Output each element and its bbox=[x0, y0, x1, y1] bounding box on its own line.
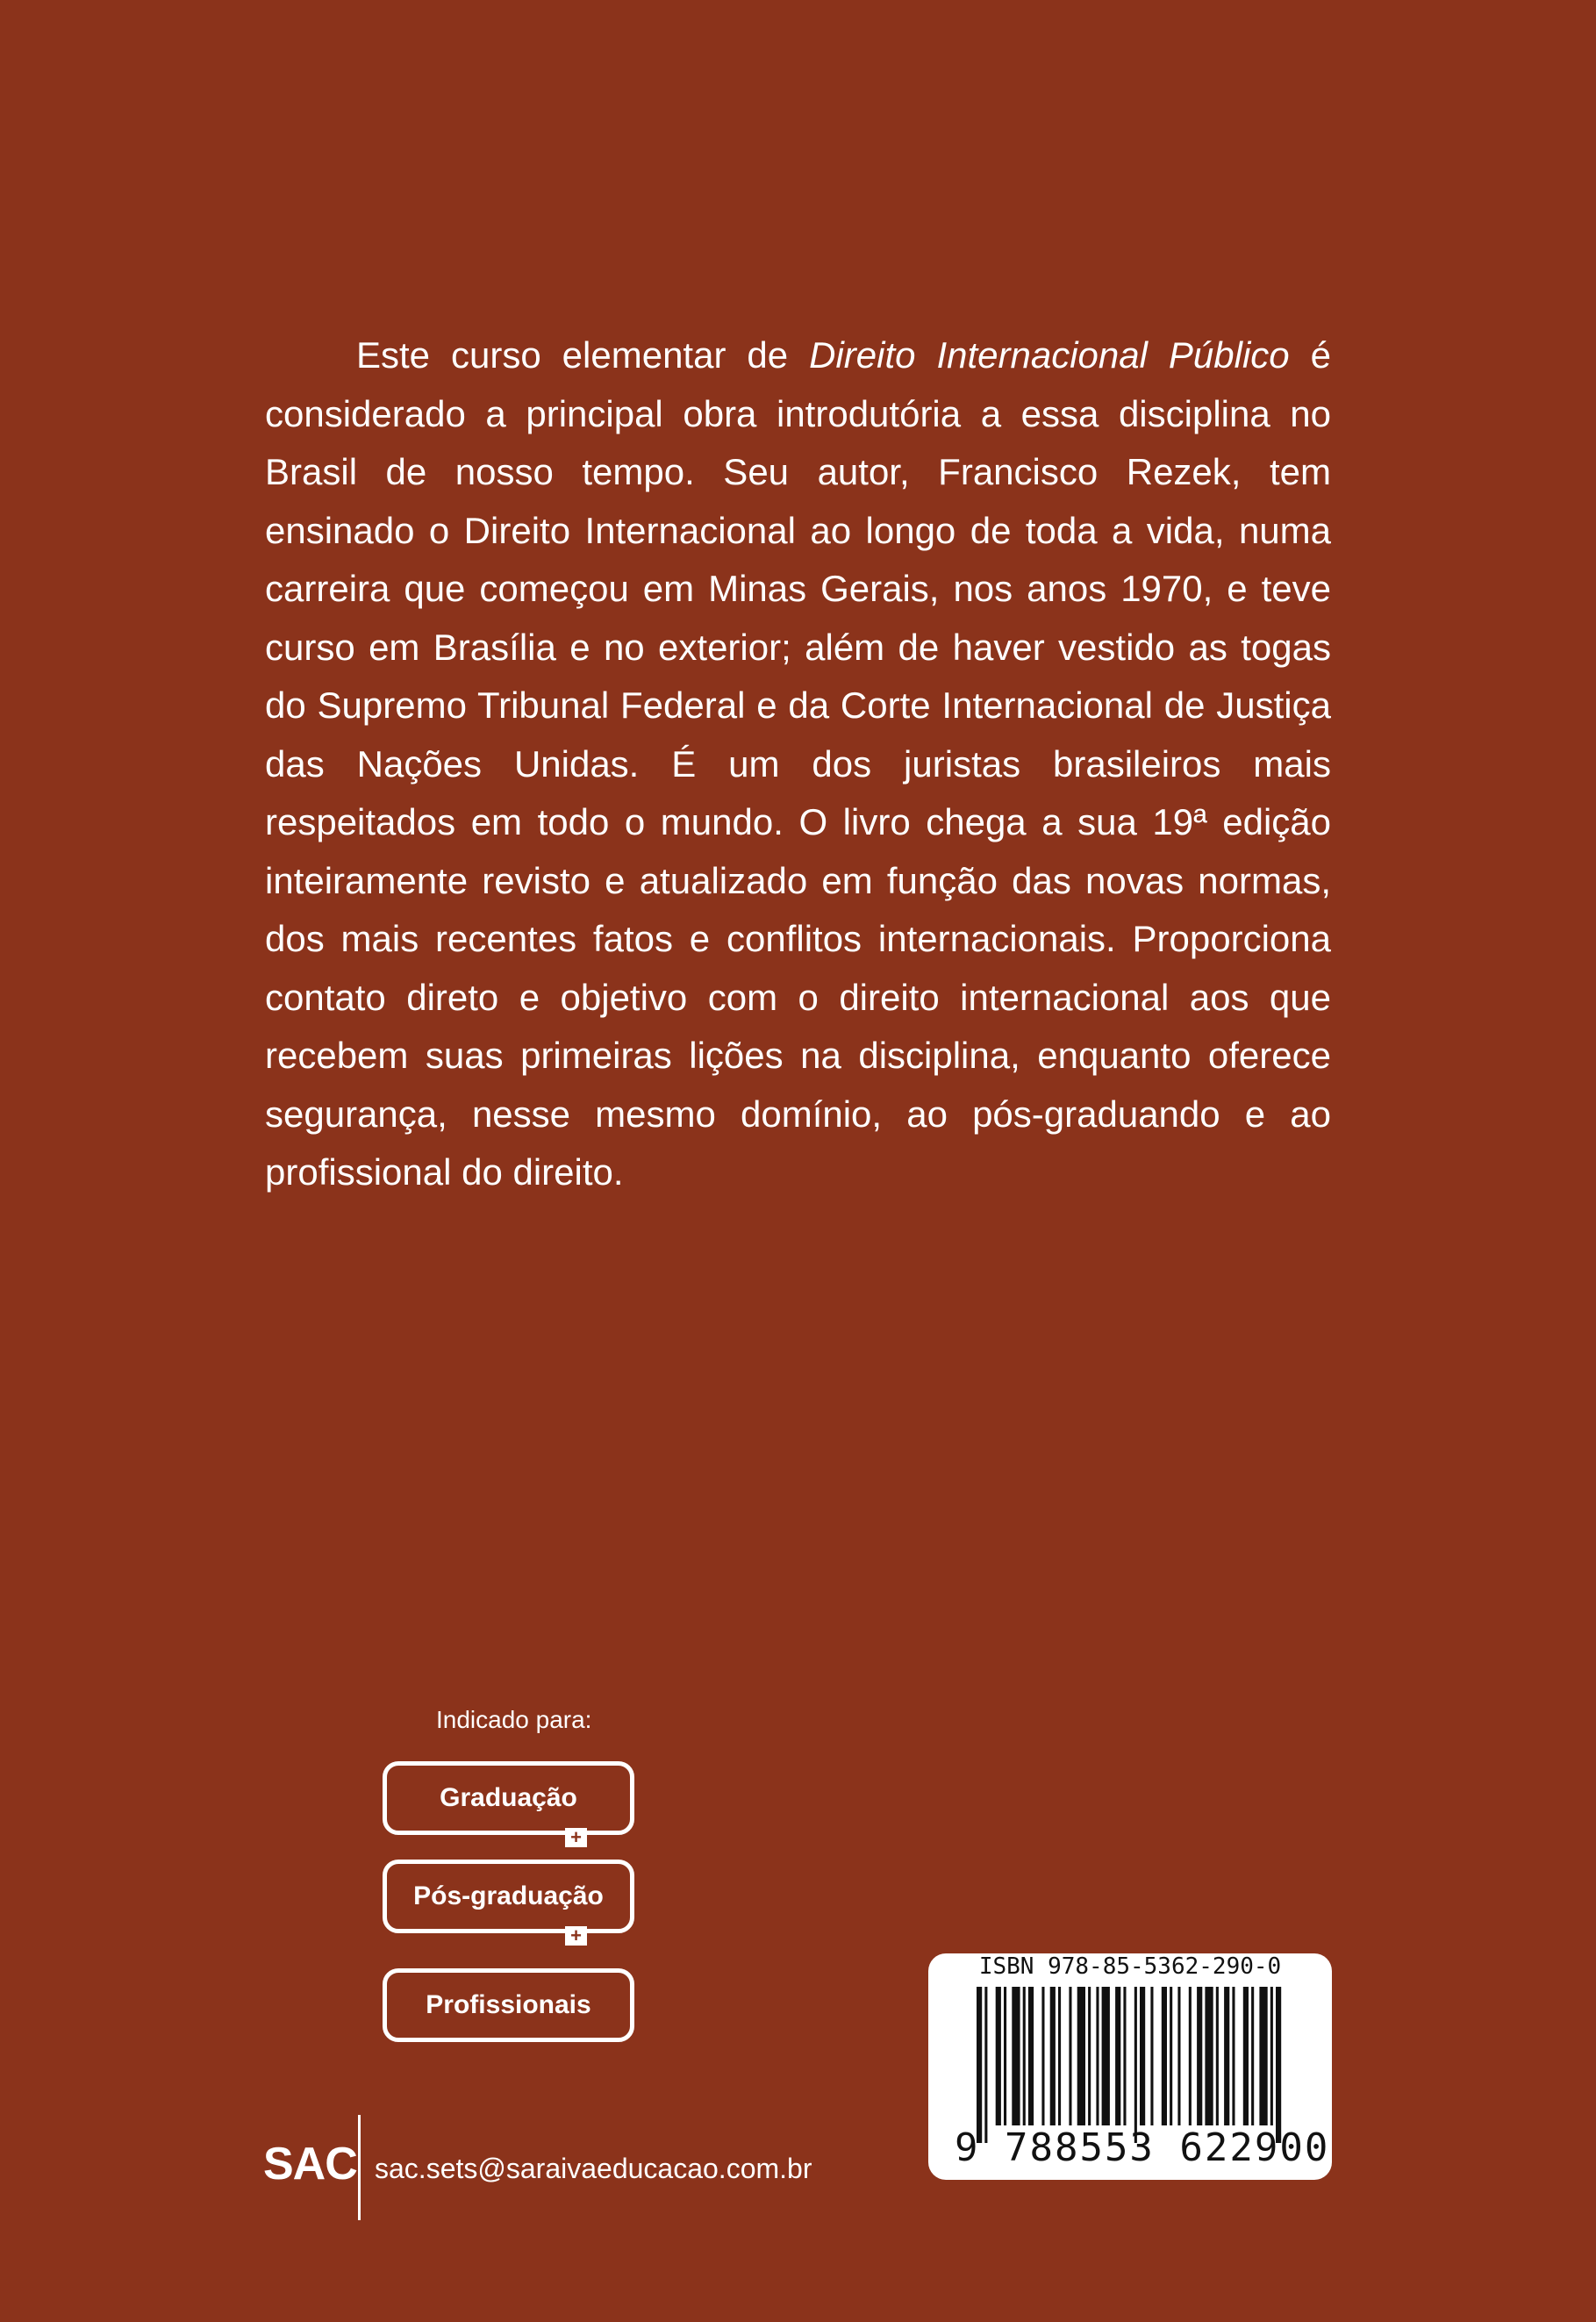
barcode-bar bbox=[1096, 1987, 1099, 2125]
barcode-bar bbox=[1004, 1987, 1006, 2125]
level-label: Profissionais bbox=[426, 1990, 591, 2019]
sac-email: sac.sets@saraivaeducacao.com.br bbox=[375, 2153, 812, 2184]
barcode-bar bbox=[1251, 1987, 1254, 2125]
barcode-bar bbox=[1058, 1987, 1061, 2125]
barcode-bar bbox=[1177, 1987, 1180, 2125]
barcode-bar bbox=[1041, 1987, 1044, 2125]
level-label: Pós-graduação bbox=[413, 1881, 604, 1910]
barcode-bar bbox=[1276, 1987, 1281, 2143]
barcode-bar bbox=[1115, 1987, 1120, 2125]
book-title: Direito Internacional Público bbox=[809, 334, 1290, 376]
barcode-bar bbox=[1102, 1987, 1110, 2125]
indicated-for-label: Indicado para: bbox=[436, 1706, 592, 1733]
sac-divider bbox=[358, 2115, 361, 2220]
barcode-bar bbox=[1259, 1987, 1267, 2125]
barcode-bar bbox=[1162, 1987, 1167, 2125]
barcode-bar bbox=[977, 1987, 982, 2143]
description-paragraph bbox=[265, 326, 1331, 1202]
barcode-bar bbox=[1023, 1987, 1026, 2125]
barcode-bar bbox=[1216, 1987, 1219, 2125]
barcode-bar bbox=[1088, 1987, 1091, 2125]
back-cover-description bbox=[265, 326, 1331, 1202]
barcode-bar bbox=[1270, 1987, 1273, 2125]
barcode-bar bbox=[984, 1987, 987, 2143]
level-profissionais bbox=[383, 1968, 634, 2042]
barcode-bar bbox=[1050, 1987, 1056, 2125]
barcode-bar bbox=[1123, 1987, 1126, 2125]
barcode-bar bbox=[1205, 1987, 1213, 2125]
barcode-bar bbox=[1134, 1987, 1137, 2143]
barcode-bar bbox=[996, 1987, 1001, 2125]
barcode-bar bbox=[1189, 1987, 1192, 2125]
sac-logo: SAC bbox=[263, 2139, 357, 2189]
isbn-label: ISBN 978-85-5362-290-0 bbox=[978, 1953, 1282, 1980]
barcode-bar bbox=[1077, 1987, 1085, 2125]
barcode-bar bbox=[1150, 1987, 1153, 2125]
isbn-barcode bbox=[928, 1953, 1332, 2180]
plus-icon: + bbox=[565, 1926, 587, 1946]
barcode-bar bbox=[1243, 1987, 1249, 2125]
barcode-bar bbox=[1028, 1987, 1034, 2125]
barcode-bar bbox=[1140, 1987, 1145, 2125]
level-pos-graduacao bbox=[383, 1860, 634, 1933]
barcode-bars bbox=[977, 1987, 1284, 2143]
description-intro: Este curso elementar de bbox=[356, 334, 810, 376]
barcode-digits: 9 788553 622900 bbox=[955, 2125, 1330, 2170]
barcode-bar bbox=[1069, 1987, 1071, 2125]
plus-icon: + bbox=[565, 1828, 587, 1847]
barcode-bar bbox=[1012, 1987, 1020, 2125]
level-label: Graduação bbox=[440, 1783, 577, 1812]
description-body: é considerado a principal obra introdutória a essa disciplina no Brasil de nosso tempo. Seu autor, Francisco Rezek, tem ensinado o Direito Internacional ao longo de toda a vida, numa carreira que começou em Minas Gerais, nos anos 1970, e teve curso em Brasília e no exterior; além de haver vestido as togas do Supremo Tribunal Federal e da Corte Internacional de Justiça das Nações Unidas. É um dos juristas brasileiros mais respeitados em todo o mundo. O livro chega a sua 19ª edição inteiramente revisto e atualizado em função das novas normas, dos mais recentes fatos e conflitos internacionais. Proporciona contato direto e objetivo com o direito internacional aos que recebem suas primeiras lições na disciplina, enquanto oferece segurança, nesse mesmo domínio, ao pós-graduando e ao profissional do direito. bbox=[265, 334, 1332, 1193]
barcode-bar bbox=[1197, 1987, 1202, 2125]
barcode-bar bbox=[1232, 1987, 1235, 2125]
barcode-bar bbox=[1170, 1987, 1172, 2125]
barcode-bar bbox=[1224, 1987, 1229, 2125]
level-graduacao bbox=[383, 1761, 634, 1835]
